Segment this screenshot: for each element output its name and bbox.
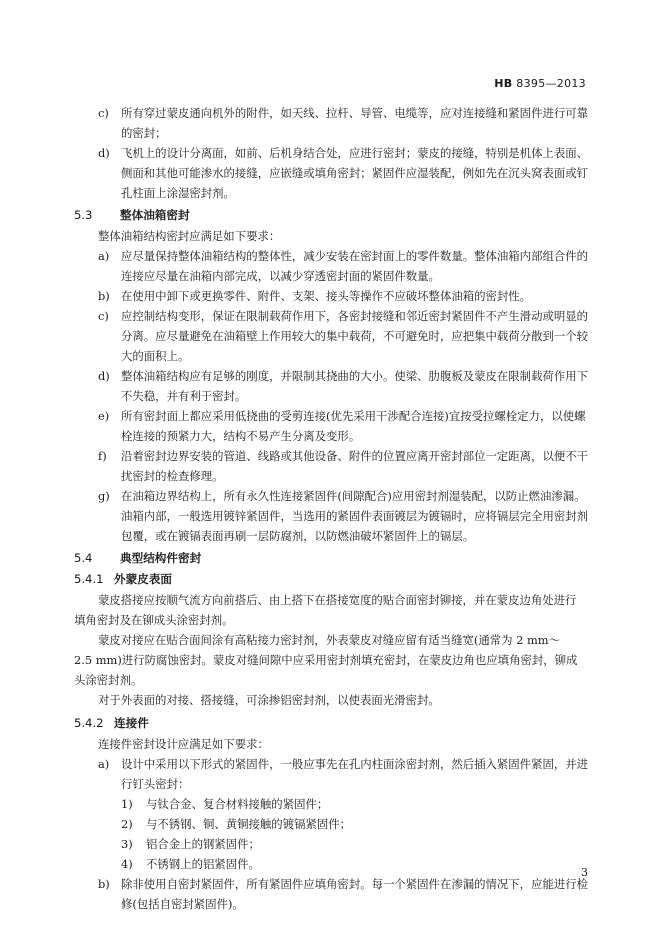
list-item-line: 所有穿过蒙皮通向机外的附件，如天线、拉杆、导管、电缆等，应对连接缝和紧固件进行可靠: [121, 106, 589, 120]
sublist-label: 3): [121, 837, 133, 851]
list-label: c): [98, 106, 109, 120]
section-number: 5.4.2: [74, 716, 104, 730]
sublist-item: 不锈钢上的铝紧固件。: [146, 857, 260, 871]
paragraph-line: 蒙皮搭接应按顺气流方向前搭后、由上搭下在搭接宽度的贴合面密封铆接，并在蒙皮边角处进行: [98, 593, 577, 607]
list-item-line: 不失稳，并有利于密封。: [121, 389, 247, 403]
sublist-item: 与钛合金、复合材料接触的紧固件；: [146, 797, 329, 811]
list-label: d): [98, 146, 110, 160]
list-item-line: 连接应尽量在油箱内部完成，以减少穿透密封面的紧固件数量。: [121, 269, 440, 283]
section-title: 外蒙皮表面: [114, 572, 172, 586]
list-label: a): [98, 757, 110, 771]
section-intro: 连接件密封设计应满足如下要求：: [98, 737, 269, 751]
list-item-line: 整体油箱结构应有足够的刚度，并限制其挠曲的大小。使梁、肋腹板及蒙皮在限制载荷作用下: [121, 369, 589, 383]
list-item-line: 修(包括自密封紧固件)。: [121, 897, 244, 911]
section-title: 典型结构件密封: [120, 551, 202, 565]
list-item-line: 大的面积上。: [121, 349, 190, 363]
list-item-line: 设计中采用以下形式的紧固件，一般应事先在孔内柱面涂密封剂，然后插入紧固件紧固，并进: [121, 757, 589, 771]
sublist-label: 2): [121, 817, 133, 831]
list-item-line: 包覆，或在镀镉表面再刷一层防腐剂，以防燃油破坏紧固件上的镉层。: [121, 529, 475, 543]
section-heading-5-3: [74, 206, 190, 226]
list-item-line: 应控制结构变形，保证在限制载荷作用下，各密封接缝和邻近密封紧固件不产生滑动或明显的: [121, 309, 589, 323]
list-item-line: 在使用中卸下或更换零件、附件、支架、接头等操作不应破坏整体油箱的密封性。: [121, 289, 532, 303]
page-number: 3: [581, 866, 588, 879]
list-item-line: 在油箱边界结构上，所有永久性连接紧固件(间隙配合)应用密封剂湿装配，以防止燃油渗漏。: [121, 489, 586, 503]
section-heading-5-4-1: [74, 570, 172, 590]
list-item-line: 分离。应尽量避免在油箱壁上作用较大的集中载荷，不可避免时，应把集中载荷分散到一个较: [121, 329, 589, 343]
list-item-line: 飞机上的设计分离面，如前、后机身结合处，应进行密封；蒙皮的接缝，特别是机体上表面、: [121, 146, 589, 160]
list-item-line: 扰密封的检查修理。: [121, 469, 224, 483]
standard-code: HB: [494, 77, 513, 90]
section-heading-5-4: [74, 549, 201, 569]
sublist-label: 1): [121, 797, 133, 811]
list-label: b): [98, 289, 110, 303]
section-number: 5.4: [74, 551, 93, 565]
list-item-line: 栓连接的预紧力大，结构不易产生分离及变形。: [121, 429, 361, 443]
sublist-label: 4): [121, 857, 133, 871]
section-number: 5.4.1: [74, 572, 104, 586]
standard-number: 8395—2013: [516, 77, 586, 90]
list-label: e): [98, 409, 110, 423]
list-item-line: 除非使用自密封紧固件，所有紧固件应填角密封。每一个紧固件在渗漏的情况下，应能进行检: [121, 877, 589, 891]
list-label: g): [98, 489, 110, 503]
list-label: d): [98, 369, 110, 383]
section-title: 连接件: [114, 716, 149, 730]
paragraph-line: 对于外表面的对接、搭接缝，可涂掺铝密封剂，以使表面光滑密封。: [98, 693, 440, 707]
section-number: 5.3: [74, 208, 93, 222]
sublist-item: 与不锈钢、铜、黄铜接触的镀镉紧固件；: [146, 817, 352, 831]
paragraph-line: 2.5 mm)进行防腐蚀密封。蒙皮对缝间隙中应采用密封剂填充密封，在蒙皮边角也应填角密封，铆成: [74, 653, 578, 667]
list-label: b): [98, 877, 110, 891]
paragraph-line: 蒙皮对接应在贴合面间涂有高粘接力密封剂，外表蒙皮对缝应留有适当缝宽(通常为 2 mm～: [98, 633, 560, 647]
section-title: 整体油箱密封: [120, 208, 190, 222]
paragraph-line: 头涂密封剂。: [74, 673, 143, 687]
section-intro: 整体油箱结构密封应满足如下要求：: [98, 229, 281, 243]
list-item-line: 所有密封面上都应采用低挠曲的受剪连接(优先采用干涉配合连接)宜按受拉螺栓定力，以使螺: [121, 409, 586, 423]
list-item-line: 侧面和其他可能渗水的接缝，应嵌缝或填角密封；紧固件应湿装配，例如先在沉头窝表面或钉: [121, 166, 589, 180]
list-item-line: 行钉头密封：: [121, 777, 190, 791]
document-header: [494, 77, 586, 90]
list-label: f): [98, 449, 107, 463]
sublist-item: 铝合金上的钢紧固件；: [146, 837, 260, 851]
list-item-line: 应尽量保持整体油箱结构的整体性，减少安装在密封面上的零件数量。整体油箱内部组合件的: [121, 249, 589, 263]
list-label: c): [98, 309, 109, 323]
paragraph-line: 填角密封及在铆成头涂密封剂。: [74, 613, 234, 627]
list-label: a): [98, 249, 110, 263]
section-heading-5-4-2: [74, 714, 149, 734]
list-item-line: 油箱内部，一般选用镀锌紧固件，当选用的紧固件表面镀层为镀镉时，应将镉层完全用密封剂: [121, 509, 589, 523]
list-item-line: 孔柱面上涂湿密封剂。: [121, 186, 235, 200]
list-item-line: 沿着密封边界安装的管道、线路或其他设备、附件的位置应离开密封部位一定距离，以便不干: [121, 449, 589, 463]
list-item-line: 的密封；: [121, 126, 167, 140]
